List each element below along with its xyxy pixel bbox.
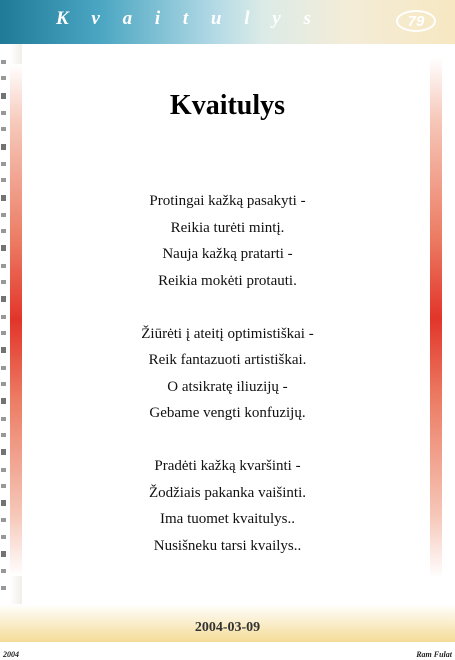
poem-line: Pradėti kažką kvaršinti -: [154, 458, 301, 474]
poem-title: Kvaitulys: [169, 90, 286, 121]
poem-line: Žiūrėti į ateitį optimistiškai -: [141, 325, 314, 342]
stanza-3: [0, 453, 455, 559]
running-title: K v a i t u l y s: [56, 8, 320, 29]
poem-line: Ima tuomet kvaitulys..: [160, 511, 295, 527]
poem-line: Reikia turėti mintį.: [170, 219, 285, 236]
poem-line: Nauja kažką pratarti -: [162, 246, 293, 262]
poem-line: Nusišneku tarsi kvailys..: [153, 537, 302, 554]
poem-date: 2004-03-09: [194, 620, 261, 635]
year-mark: 2004: [3, 650, 19, 659]
poem-line: Gebame vengti konfuzijų.: [149, 405, 306, 421]
page-number: 79: [407, 13, 425, 30]
poem-line: O atsikratę iliuzijų -: [167, 378, 288, 395]
poem-line: Žodžiais pakanka vaišinti.: [148, 484, 307, 501]
author-mark: Ram Fulat: [416, 650, 452, 659]
page-number-badge: [396, 10, 436, 32]
poem-line: Protingai kažką pasakyti -: [149, 193, 306, 209]
poem-body: [0, 188, 455, 586]
poem-line: Reikia mokėti protauti.: [158, 272, 297, 289]
poem-line: Reik fantazuoti artistiškai.: [148, 352, 307, 368]
page-header: [0, 0, 455, 44]
stanza-1: [0, 188, 455, 294]
stanza-2: [0, 321, 455, 427]
